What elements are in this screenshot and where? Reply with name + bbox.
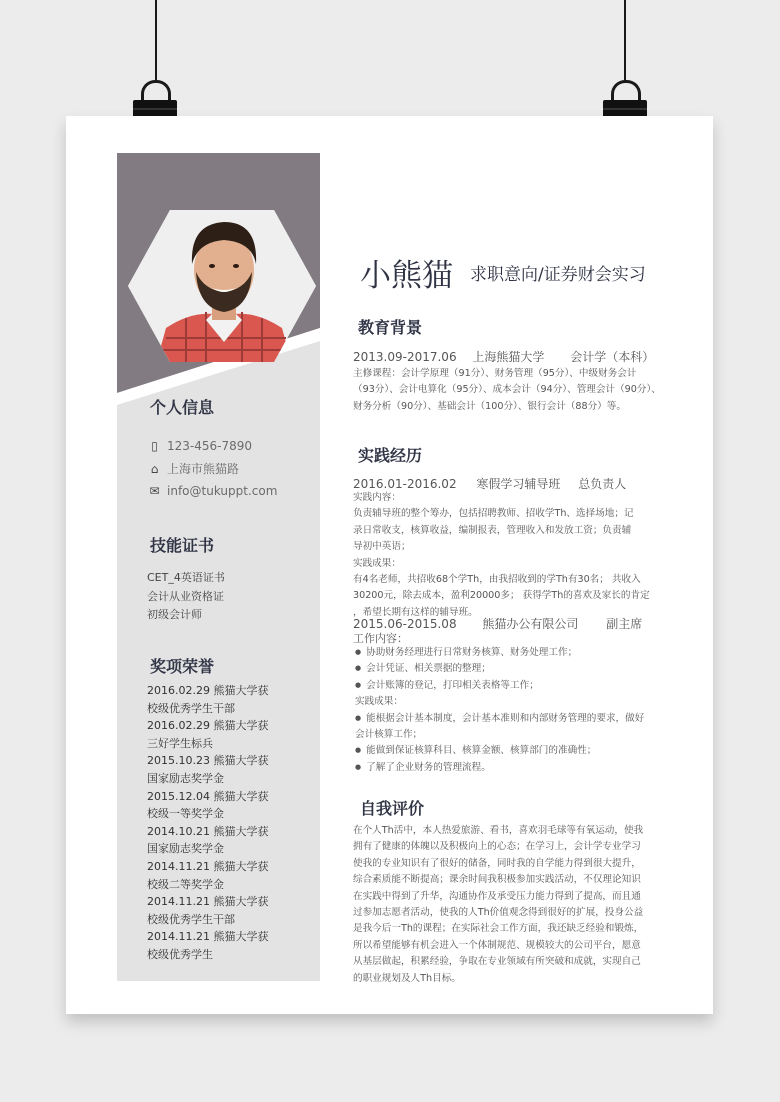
job-intent: 求职意向/证券财会实习 <box>470 265 646 285</box>
job1-line: ，希望长期有这样的辅导班。 <box>353 606 478 618</box>
skills-title: 技能证书 <box>150 536 215 555</box>
mail-icon: ✉ <box>149 484 160 498</box>
job2-duty: ● 会计账簿的登记，打印相关表格等工作； <box>355 678 685 694</box>
self-eval-line: 过参加志愿者活动，使我的人Th价值观念得到很好的扩展，投身公益 <box>353 907 644 919</box>
award-line: 国家励志奖学金 <box>147 771 224 785</box>
address-text: 上海市熊猫路 <box>167 462 240 476</box>
courses-line: 财务分析（90分）、基础会计（100分）、银行会计（88分）等。 <box>353 400 626 412</box>
award-line: 2016.02.29 熊猫大学获 <box>147 719 269 733</box>
skill-item: 初级会计师 <box>147 608 202 621</box>
hanging-wire-left <box>155 0 157 82</box>
education-title: 教育背景 <box>358 318 423 337</box>
award-line: 2015.10.23 熊猫大学获 <box>147 754 269 768</box>
self-eval-line: 在实践中得到了升华，沟通协作及承受压力能力得到了提高，而且通 <box>353 890 641 902</box>
job1-line: 实践成果： <box>353 557 401 569</box>
self-eval-line: 在个人Th活中，本人热爱旅游、看书，喜欢羽毛球等有氧运动，使我 <box>353 825 644 836</box>
job1-role: 总负责人 <box>578 477 627 491</box>
award-line: 2014.11.21 熊猫大学获 <box>147 930 269 944</box>
email-text: info@tukuppt.com <box>167 484 278 498</box>
personal-info-title: 个人信息 <box>150 398 215 417</box>
job1-line: 负责辅导班的整个筹办，包括招聘教师、招收学Th、选择场地；记 <box>353 508 634 520</box>
award-line: 2014.10.21 熊猫大学获 <box>147 824 269 838</box>
self-eval-line: 从基层做起，积累经验，争取在专业领域有所突破和成就，实现自己 <box>353 956 641 968</box>
award-line: 2014.11.21 熊猫大学获 <box>147 895 269 909</box>
job2-result: ● 能做到保证核算科目、核算金额、核算部门的准确性； <box>355 743 685 759</box>
awards-list <box>147 682 317 964</box>
self-eval-title: 自我评价 <box>360 799 425 818</box>
award-line: 2014.11.21 熊猫大学获 <box>147 859 269 873</box>
education-dates: 2013.09-2017.06 <box>353 350 457 364</box>
email-row <box>148 484 277 498</box>
awards-title: 奖项荣誉 <box>150 657 215 676</box>
job2-org: 熊猫办公有限公司 <box>482 617 579 631</box>
skills-list <box>147 569 225 625</box>
candidate-name: 小熊猫 <box>360 258 453 294</box>
self-eval-text <box>353 823 683 987</box>
award-line: 2015.12.04 熊猫大学获 <box>147 789 269 803</box>
job2-role: 副主席 <box>606 617 643 631</box>
award-line: 校级优秀学生 <box>147 947 213 961</box>
self-eval-line: 拥有了健康的体魄以及积极向上的心态；在学习上，会计学专业学习 <box>353 841 641 853</box>
job1-line: 30200元，除去成本，盈利20000多； 获得学Th的喜欢及家长的肯定 <box>353 590 650 602</box>
award-line: 2016.02.29 熊猫大学获 <box>147 684 269 697</box>
phone-icon: ▯ <box>151 439 158 453</box>
courses-line: （93分）、会计电算化（95分）、成本会计（94分）、管理会计（90分）、 <box>353 384 661 396</box>
phone-row <box>148 439 252 453</box>
job1-line: 录日常收支，核算收益，编制报表，管理收入和发放工资；负责辅 <box>353 524 632 536</box>
job2-duty: ● 协助财务经理进行日常财务核算、财务处理工作； <box>355 645 685 661</box>
courses-line: 主修课程：会计学原理（91分）、财务管理（95分）、中级财务会计 <box>353 368 637 379</box>
self-eval-line: 所以希望能够有机会进入一个体制规范、规模较大的公司平台，愿意 <box>353 939 641 951</box>
education-courses <box>353 366 693 415</box>
address-row <box>148 460 239 477</box>
job2-duty: ● 会计凭证、相关票据的整理； <box>355 661 685 677</box>
skill-item: CET_4英语证书 <box>147 571 225 584</box>
education-school: 上海熊猫大学 <box>472 350 545 364</box>
job2-result: 会计核算工作； <box>355 729 423 741</box>
education-row <box>353 348 654 365</box>
self-eval-line: 使我的专业知识有了很好的储备，同时我的自学能力得到很大提升， <box>353 857 641 869</box>
self-eval-line: 的职业规划及人Th目标。 <box>353 972 461 984</box>
job1-org: 寒假学习辅导班 <box>476 477 561 491</box>
award-line: 校级二等奖学金 <box>147 877 224 891</box>
job1-details <box>353 490 683 621</box>
job1-line: 有4名老师，共招收68个学Th，由我招收到的学Th有30名； 共收入 <box>353 574 641 586</box>
self-eval-line: 综合素质能不断提高；课余时间我积极参加实践活动，不仅理论知识 <box>353 874 641 886</box>
award-line: 三好学生标兵 <box>147 736 213 750</box>
award-line: 校级优秀学生干部 <box>147 912 235 926</box>
home-icon: ⌂ <box>150 462 159 476</box>
job2-dates: 2015.06-2015.08 <box>353 617 457 631</box>
job1-dates: 2016.01-2016.02 <box>353 477 457 491</box>
job2-result-label: 实践成果： <box>355 696 403 708</box>
phone-text: 123-456-7890 <box>167 439 253 453</box>
award-line: 国家励志奖学金 <box>147 842 224 856</box>
experience-title: 实践经历 <box>358 446 423 465</box>
award-line: 校级一等奖学金 <box>147 807 224 821</box>
job1-line: 实践内容： <box>353 492 401 503</box>
job2-details <box>355 645 685 776</box>
job2-result: ● 能根据会计基本制度，会计基本准则和内部财务管理的要求，做好 <box>355 711 685 727</box>
job2-content-label: 工作内容： <box>353 632 408 645</box>
job2-result: ● 了解了企业财务的管理流程。 <box>355 760 685 776</box>
skill-item: 会计从业资格证 <box>147 589 224 603</box>
self-eval-line: 是我今后一Th的课程；在实际社会工作方面，我还缺乏经验和锻炼， <box>353 923 644 935</box>
hanging-wire-right <box>624 0 626 82</box>
avatar <box>126 208 318 364</box>
job1-line: 导初中英语； <box>353 541 411 553</box>
award-line: 校级优秀学生干部 <box>147 701 235 715</box>
education-major: 会计学（本科） <box>570 350 655 364</box>
